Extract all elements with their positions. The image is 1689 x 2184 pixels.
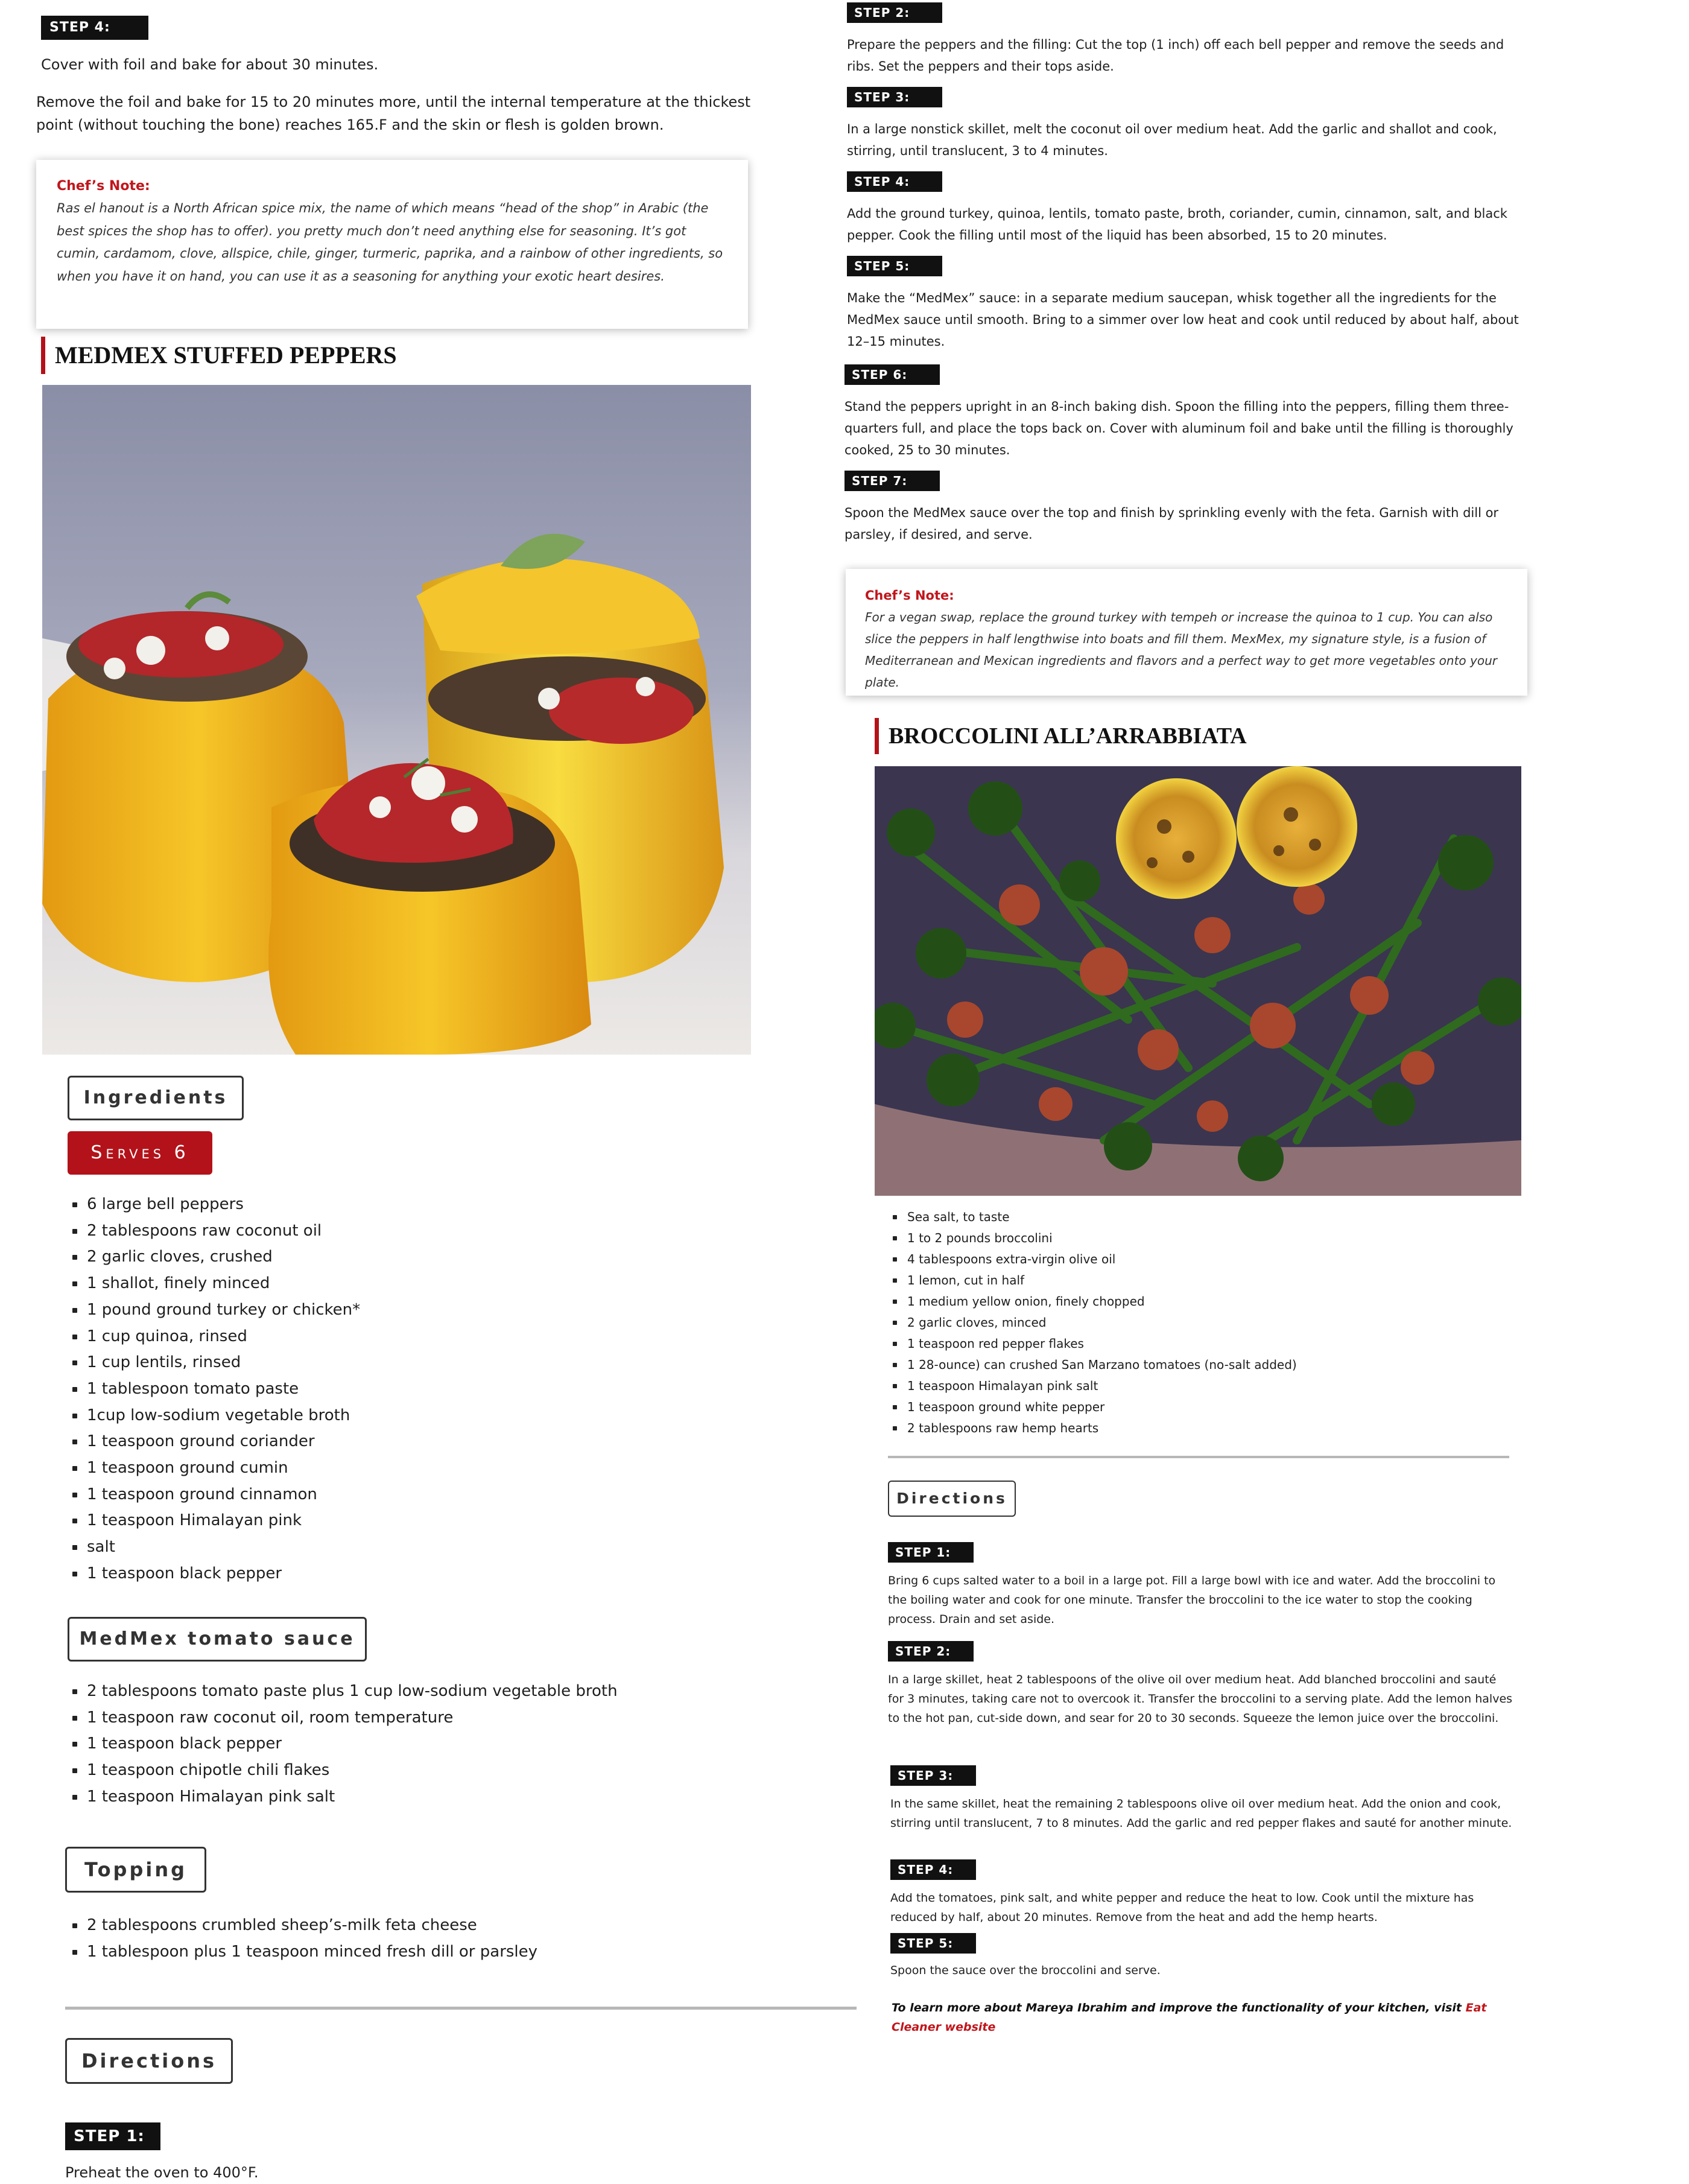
medmex-step-5-badge: STEP 6:: [844, 364, 940, 385]
broccolini-step-2-text: In a large skillet, heat 2 tablespoons of the olive oil over medium heat. Add blanched broccolini and sauté for 3 minutes, taking care not to overcook it. Transfer the broccolini to a serving plate. Add the lemon halves to the hot pan, cut-side down, and sear for 20 to 30 seconds. Squeeze the lemon juice over the broccolini.: [888, 1673, 1513, 1725]
medmex-step-5-text: Stand the peppers upright in an 8-inch baking dish. Spoon the filling into the peppers, filling them three-quarters full, and place the tops back on. Cover with aluminum foil and bake until the filling is thoroughly cooked, 25 to 30 minutes.: [844, 399, 1513, 457]
broccolini-step-1-badge: STEP 1:: [888, 1542, 974, 1563]
broccolini-step-5-badge: STEP 5:: [890, 1933, 976, 1954]
broccolini-ingredient-item: 1 teaspoon Himalayan pink salt: [907, 1376, 1547, 1397]
medmex-step-1-badge: STEP 1:: [65, 2122, 160, 2150]
sauce-item: 2 tablespoons tomato paste plus 1 cup low-sodium vegetable broth: [87, 1678, 811, 1705]
ingredient-item: 1 teaspoon ground cumin: [87, 1455, 750, 1482]
broccolini-ingredient-item: 4 tablespoons extra-virgin olive oil: [907, 1249, 1547, 1270]
ingredient-item: 1 teaspoon Himalayan pink: [87, 1508, 750, 1534]
medmex-step-4-badge: STEP 5:: [847, 256, 942, 276]
broccolini-step-1-text: Bring 6 cups salted water to a boil in a large pot. Fill a large bowl with ice and water. Add the broccolini to the boiling water and cook for one minute. Transfer the broccolini to the ice water to stop the cooking process. Drain and set aside.: [888, 1574, 1496, 1626]
broccolini-ingredient-item: 2 garlic cloves, minced: [907, 1312, 1547, 1333]
broccolini-divider: [888, 1456, 1509, 1458]
medmex-step-2-text: In a large nonstick skillet, melt the coconut oil over medium heat. Add the garlic and shallot and cook, stirring, until translucent, 3 to 4 minutes.: [847, 122, 1497, 158]
broccolini-directions-tab[interactable]: Directions: [888, 1481, 1016, 1517]
medmex-topping-list: [68, 1913, 811, 1965]
sauce-item: 1 teaspoon chipotle chili flakes: [87, 1757, 811, 1784]
broccolini-ingredient-item: 1 teaspoon red pepper flakes: [907, 1333, 1547, 1354]
broccolini-ingredient-item: Sea salt, to taste: [907, 1207, 1547, 1228]
broccolini-ingredients-list: [888, 1207, 1547, 1439]
sauce-item: 1 teaspoon raw coconut oil, room temperature: [87, 1705, 811, 1732]
topping-item: 1 tablespoon plus 1 teaspoon minced fresh dill or parsley: [87, 1939, 811, 1966]
medmex-step-6-text: Spoon the MedMex sauce over the top and finish by sprinkling evenly with the feta. Garnish with dill or parsley, if desired, and serve.: [844, 506, 1499, 542]
ingredient-item: 6 large bell peppers: [87, 1192, 750, 1218]
medmex-step-4-text: Make the “MedMex” sauce: in a separate medium saucepan, whisk together all the ingredients for the MedMex sauce until smooth. Bring to a simmer over low heat and cook until reduced by about half, about 12–15 minutes.: [847, 291, 1519, 349]
broccolini-step-4-text: Add the tomatoes, pink salt, and white pepper and reduce the heat to low. Cook until the mixture has reduced by half, about 20 minutes. Remove from the heat and add the hemp hearts.: [890, 1891, 1474, 1924]
medmex-step-1-badge: STEP 2:: [847, 2, 942, 23]
eat-cleaner-footer: [892, 1998, 1519, 2037]
chefs-note-title: Chef’s Note:: [57, 179, 150, 194]
broccolini-ingredient-item: 2 tablespoons raw hemp hearts: [907, 1418, 1547, 1439]
medmex-ingredients-list: [68, 1192, 750, 1587]
ingredient-item: 1 cup quinoa, rinsed: [87, 1324, 750, 1350]
step-4-text-continued: Remove the foil and bake for 15 to 20 minutes more, until the internal temperature at the thickest point (without touching the bone) reaches 165.F and the skin or flesh is golden brown.: [36, 94, 751, 133]
eat-cleaner-link[interactable]: Eat Cleaner website: [892, 2001, 1487, 2034]
broccolini-step-5-text: Spoon the sauce over the broccolini and serve.: [890, 1964, 1161, 1977]
topping-item: 2 tablespoons crumbled sheep’s-milk feta cheese: [87, 1913, 811, 1939]
broccolini-ingredient-item: 1 28-ounce) can crushed San Marzano tomatoes (no-salt added): [907, 1354, 1547, 1376]
ingredient-item: 1 pound ground turkey or chicken*: [87, 1297, 750, 1324]
chefs-note-title-right: Chef’s Note:: [865, 588, 954, 603]
broccolini-step-2-badge: STEP 2:: [888, 1641, 974, 1662]
serves-badge: Serves 6: [68, 1131, 212, 1175]
sauce-tab[interactable]: MedMex tomato sauce: [68, 1617, 367, 1662]
sauce-item: 1 teaspoon Himalayan pink salt: [87, 1784, 811, 1811]
recipe-title-broccolini: BROCCOLINI ALL’ARRABBIATA: [875, 718, 1247, 754]
section-divider: [65, 2007, 857, 2010]
ingredient-item: 1 shallot, finely minced: [87, 1271, 750, 1297]
broccolini-ingredient-item: 1 teaspoon ground white pepper: [907, 1397, 1547, 1418]
step-4-text: Cover with foil and bake for about 30 minutes.: [41, 56, 379, 73]
broccolini-ingredient-item: 1 lemon, cut in half: [907, 1270, 1547, 1291]
ingredient-item: 1 cup lentils, rinsed: [87, 1350, 750, 1376]
step-4-badge: STEP 4:: [41, 16, 148, 40]
ingredient-item: 2 garlic cloves, crushed: [87, 1244, 750, 1271]
ingredient-item: 1 teaspoon ground coriander: [87, 1429, 750, 1455]
ingredient-item: 1 teaspoon black pepper: [87, 1561, 750, 1587]
medmex-step-1-text: Prepare the peppers and the filling: Cut the top (1 inch) off each bell pepper and remove the seeds and ribs. Set the peppers and their tops aside.: [847, 37, 1504, 74]
broccolini-ingredient-item: 1 to 2 pounds broccolini: [907, 1228, 1547, 1249]
topping-tab[interactable]: Topping: [65, 1847, 206, 1893]
ingredient-item: 1 tablespoon tomato paste: [87, 1376, 750, 1403]
medmex-step-1-text: Preheat the oven to 400°F.: [65, 2164, 259, 2181]
medmex-sauce-list: [68, 1678, 811, 1811]
broccolini-step-4-badge: STEP 4:: [890, 1859, 976, 1880]
ingredients-tab[interactable]: Ingredients: [68, 1076, 244, 1120]
ingredient-item: 1 teaspoon ground cinnamon: [87, 1482, 750, 1508]
stuffed-peppers-photo: [42, 385, 751, 1055]
directions-tab[interactable]: Directions: [65, 2038, 233, 2084]
ingredient-item: 2 tablespoons raw coconut oil: [87, 1218, 750, 1245]
chefs-note-vegan-swap: [846, 569, 1527, 696]
broccolini-photo: [875, 766, 1521, 1196]
sauce-item: 1 teaspoon black pepper: [87, 1731, 811, 1757]
broccolini-step-3-badge: STEP 3:: [890, 1765, 976, 1786]
medmex-step-6-badge: STEP 7:: [844, 471, 940, 491]
ingredient-item: 1cup low-sodium vegetable broth: [87, 1403, 750, 1429]
broccolini-ingredient-item: 1 medium yellow onion, finely chopped: [907, 1291, 1547, 1312]
ingredient-item: salt: [87, 1534, 750, 1561]
recipe-title-medmex: MEDMEX STUFFED PEPPERS: [41, 337, 397, 374]
medmex-step-3-text: Add the ground turkey, quinoa, lentils, tomato paste, broth, coriander, cumin, cinnamon, salt, and black pepper. Cook the filling until most of the liquid has been absorbed, 15 to 20 minutes.: [847, 206, 1507, 243]
footer-text: To learn more about Mareya Ibrahim and improve the functionality of your kitchen, visit: [892, 2001, 1466, 2014]
chefs-note-text-right: For a vegan swap, replace the ground turkey with tempeh or increase the quinoa to 1 cup. You can also slice the peppers in half lengthwise into boats and fill them. MexMex, my signature style, is a fusion of Mediterranean and Mexican ingredients and flavors and a perfect way to get more vegetables onto your plate.: [865, 610, 1497, 690]
chefs-note-text: Ras el hanout is a North African spice mix, the name of which means “head of the shop” in Arabic (the best spices the shop has to offer). you pretty much don’t need anything else for seasoning. It’s got cumin, cardamom, clove, allspice, chile, ginger, turmeric, paprika, and a rainbow of other ingredients, so when you have it on hand, you can use it as a seasoning for anything your exotic heart desires.: [57, 201, 723, 284]
chefs-note-ras-el-hanout: [36, 160, 748, 329]
medmex-step-3-badge: STEP 4:: [847, 171, 942, 192]
broccolini-step-3-text: In the same skillet, heat the remaining 2 tablespoons olive oil over medium heat. Add the onion and cook, stirring until translucent, 7 to 8 minutes. Add the garlic and red pepper flakes and sauté for another minute.: [890, 1797, 1512, 1830]
medmex-step-2-badge: STEP 3:: [847, 87, 942, 107]
